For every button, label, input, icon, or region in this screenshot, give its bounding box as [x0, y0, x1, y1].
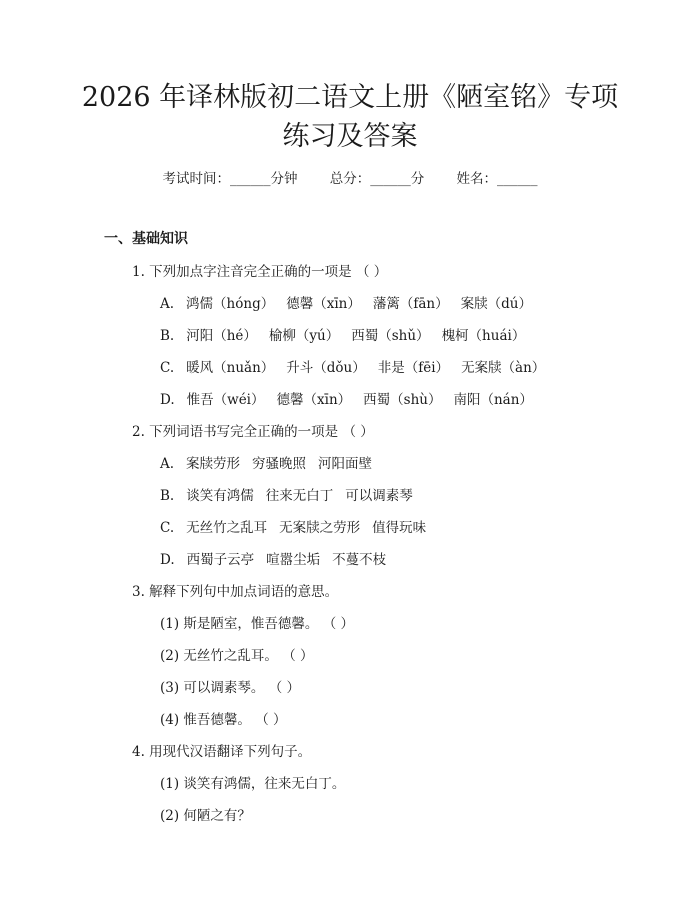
- option-letter: B.: [160, 328, 175, 344]
- option-word: 河阳面壁: [318, 456, 373, 472]
- exam-time-field: 考试时间：______分钟: [162, 171, 298, 187]
- option-word: 案牍劳形: [186, 456, 241, 472]
- option-word: 惟吾（wéi）: [186, 392, 265, 408]
- option-word: 无案牍（àn）: [461, 360, 546, 376]
- question-1-option-c: [160, 356, 557, 376]
- option-word: 西蜀（shǔ）: [351, 328, 430, 344]
- question-3-item-4: (4) 惟吾德馨。 （ ）: [160, 712, 287, 728]
- question-3-item-2: (2) 无丝竹之乱耳。 （ ）: [160, 648, 314, 664]
- option-word: 南阳（nán）: [453, 392, 533, 408]
- question-3-stem: 3. 解释下列句中加点词语的意思。: [132, 584, 339, 600]
- option-word: 升斗（dǒu）: [286, 360, 366, 376]
- option-word: 谈笑有鸿儒: [186, 488, 254, 504]
- option-word: 不蔓不枝: [332, 552, 387, 568]
- question-1-option-b: [160, 324, 537, 344]
- option-word: 西蜀子云亭: [186, 552, 255, 568]
- question-2-option-c: [160, 516, 438, 536]
- option-word: 榆柳（yú）: [268, 328, 340, 344]
- question-3-item-1: (1) 斯是陋室，惟吾德馨。 （ ）: [160, 616, 354, 632]
- question-1-option-a: [160, 292, 544, 312]
- option-word: 暖风（nuǎn）: [186, 360, 275, 376]
- option-word: 德馨（xīn）: [286, 296, 361, 312]
- option-letter: A.: [160, 456, 175, 472]
- question-4-item-2: (2) 何陋之有？: [160, 808, 251, 824]
- question-2-stem: 2. 下列词语书写完全正确的一项是 （ ）: [132, 424, 374, 440]
- option-word: 河阳（hé）: [186, 328, 257, 344]
- option-letter: C.: [160, 520, 175, 536]
- option-word: 喧嚣尘垢: [266, 552, 321, 568]
- student-name-field: 姓名：______: [456, 171, 538, 187]
- question-2-option-a: [160, 452, 384, 472]
- option-word: 可以调素琴: [345, 488, 413, 504]
- option-word: 值得玩味: [372, 520, 427, 536]
- question-2-option-b: [160, 484, 425, 504]
- question-3-item-3: (3) 可以调素琴。 （ ）: [160, 680, 300, 696]
- total-score-field: 总分：______分: [329, 171, 425, 187]
- option-word: 往来无白丁: [265, 488, 334, 504]
- document-title-line-1: 2026 年译林版初二语文上册《陋室铭》专项: [81, 82, 619, 113]
- option-letter: D.: [160, 552, 175, 568]
- option-letter: B.: [160, 488, 175, 504]
- question-1-stem: 1. 下列加点字注音完全正确的一项是 （ ）: [132, 264, 388, 280]
- option-word: 西蜀（shù）: [363, 392, 442, 408]
- option-word: 非是（fēi）: [377, 360, 450, 376]
- exam-meta-line: [0, 167, 700, 187]
- question-2-option-d: [160, 548, 398, 568]
- option-word: 无丝竹之乱耳: [186, 520, 268, 536]
- option-word: 案牍（dú）: [460, 296, 532, 312]
- document-title-line-2: 练习及答案: [282, 121, 418, 152]
- option-word: 穷骚晚照: [252, 456, 307, 472]
- question-4-stem: 4. 用现代汉语翻译下列句子。: [132, 744, 312, 760]
- section-heading-basic-knowledge: 一、基础知识: [104, 231, 188, 247]
- option-word: 鸿儒（hóng）: [186, 296, 275, 312]
- option-word: 槐柯（huái）: [441, 328, 526, 344]
- option-letter: A.: [160, 296, 175, 312]
- option-word: 无案牍之劳形: [279, 520, 361, 536]
- question-4-item-1: (1) 谈笑有鸿儒，往来无白丁。: [160, 776, 346, 792]
- option-word: 德馨（xīn）: [276, 392, 352, 408]
- option-letter: D.: [160, 392, 175, 408]
- option-word: 藩篱（fān）: [372, 296, 449, 312]
- question-1-option-d: [160, 388, 545, 408]
- option-letter: C.: [160, 360, 175, 376]
